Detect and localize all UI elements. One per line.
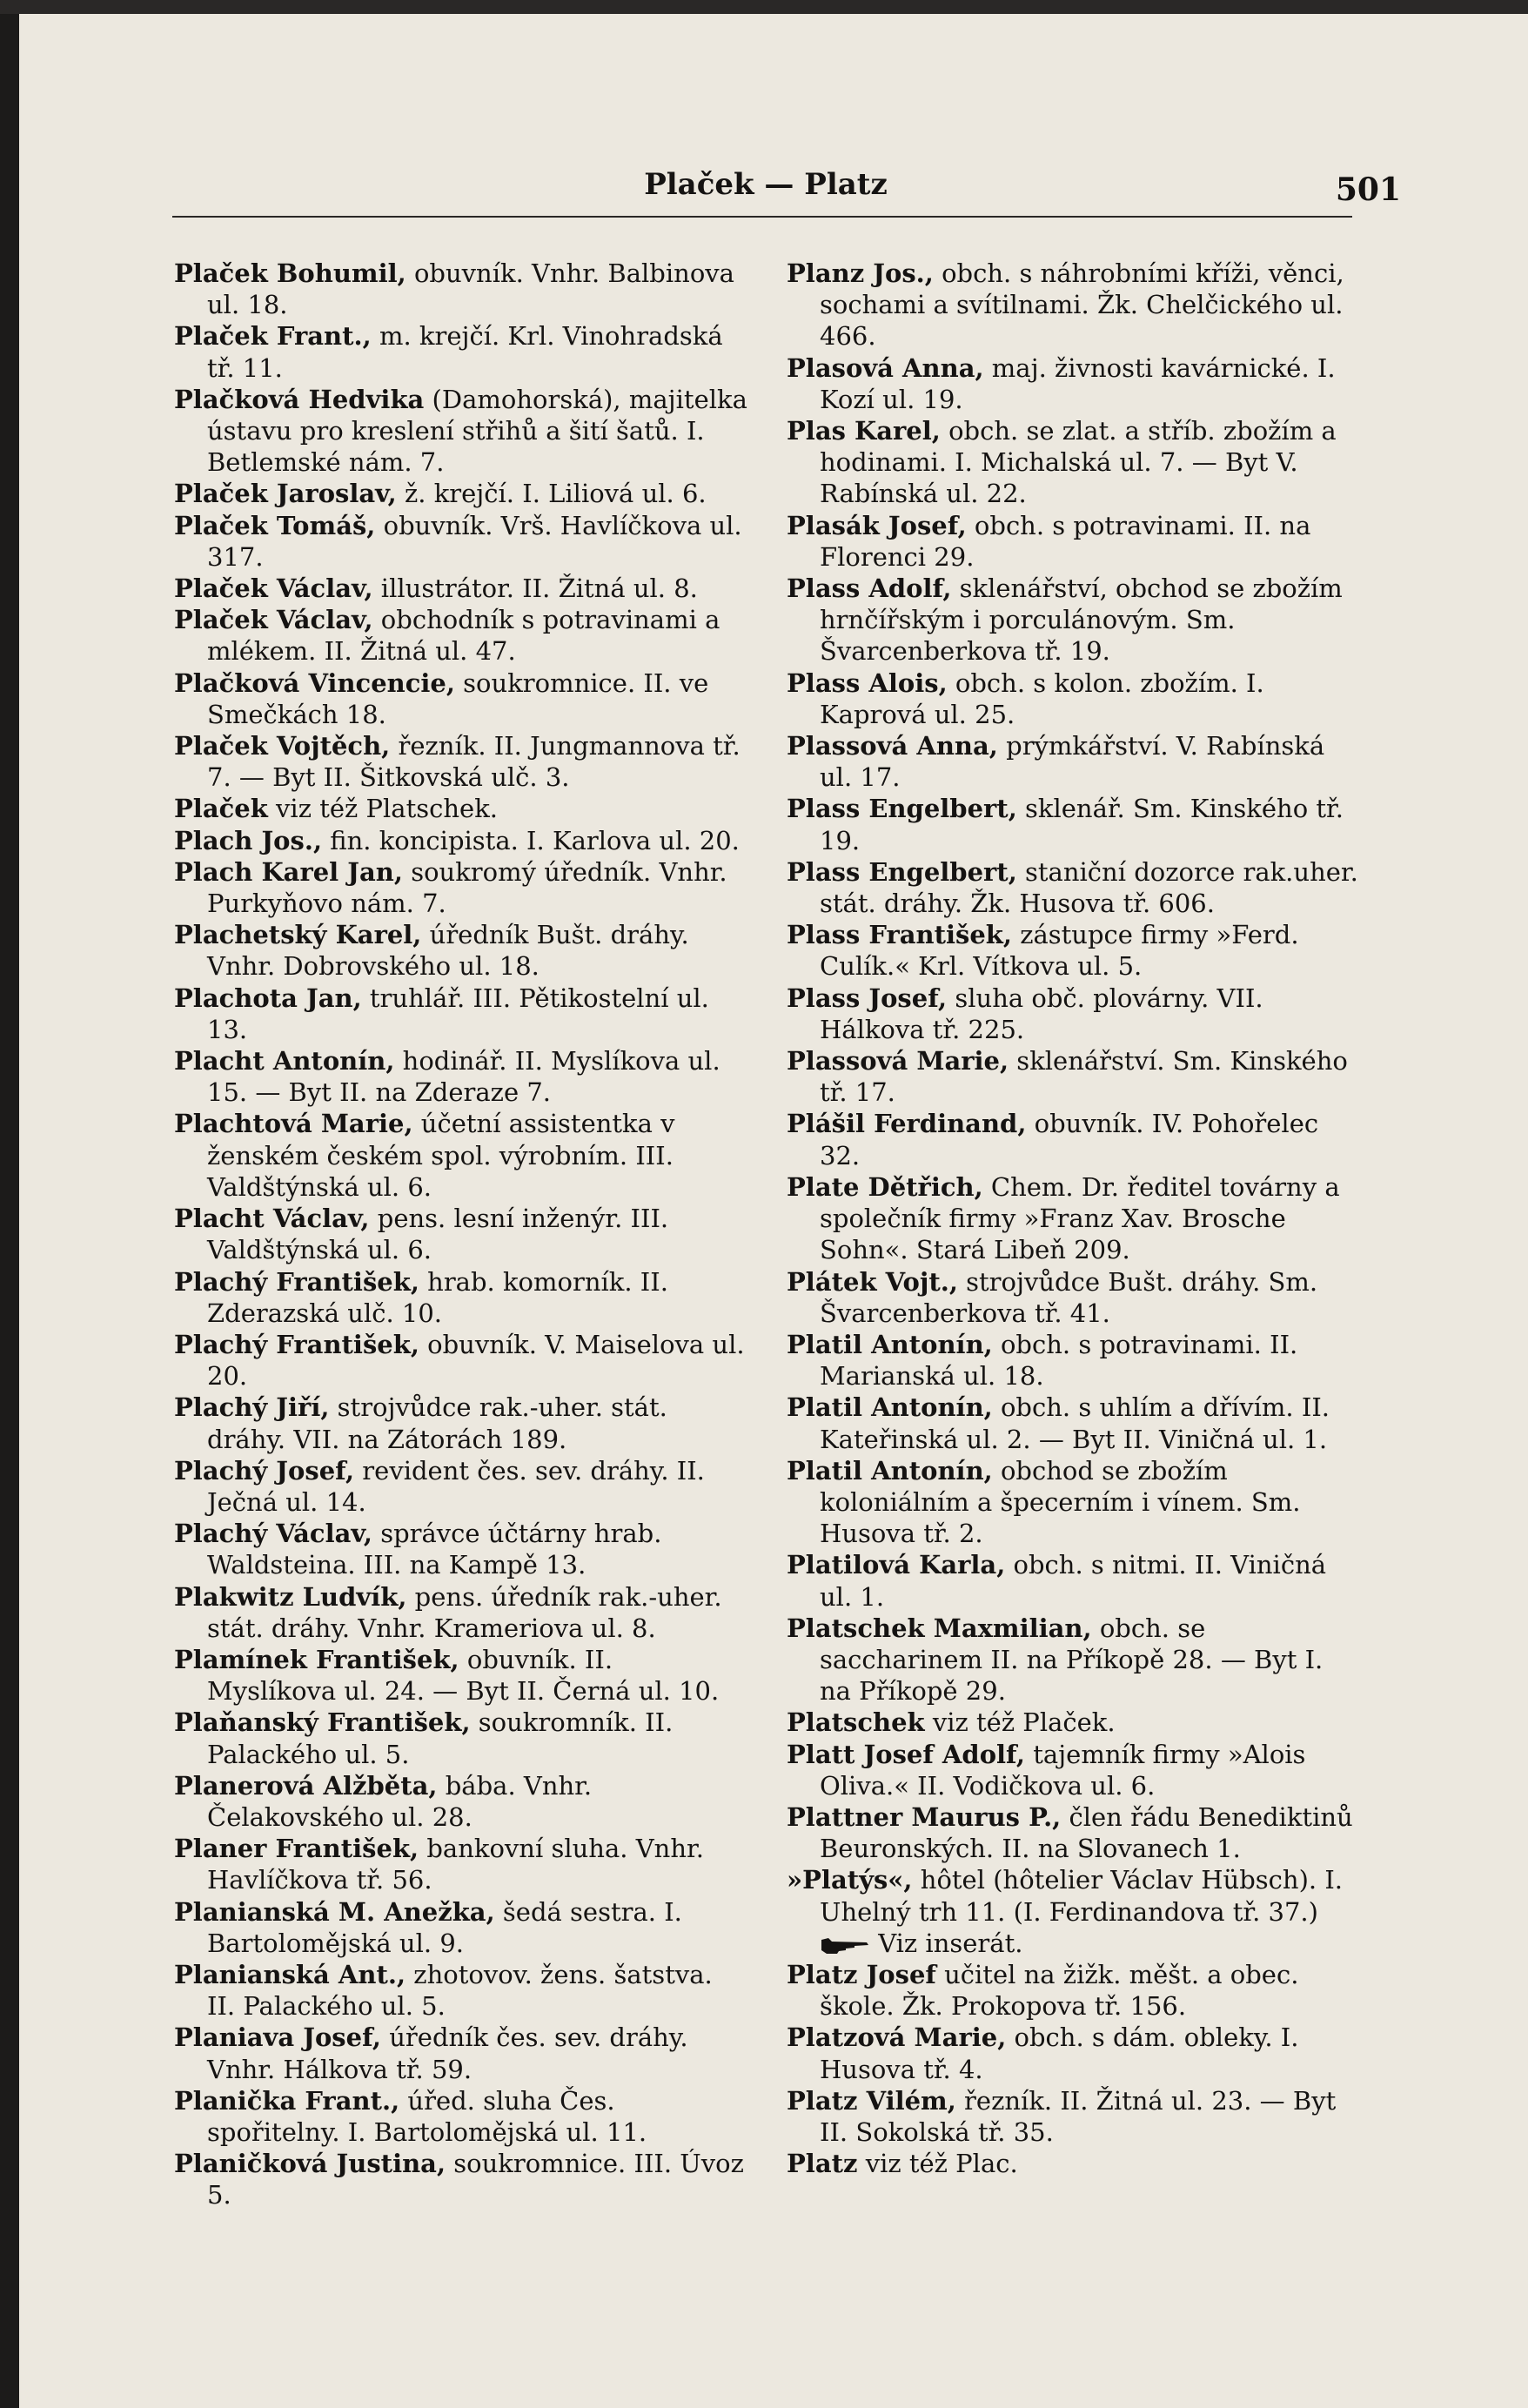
- entry-details: sklenář. Sm. Kinského tř. 19.: [820, 794, 1344, 855]
- directory-entry: [174, 1833, 748, 1895]
- entry-name: Platil Antonín,: [787, 1392, 993, 1423]
- entry-name: Planianská Ant.,: [174, 1959, 406, 1989]
- entry-name: Plakwitz Ludvík,: [174, 1581, 407, 1612]
- directory-entry: [174, 1455, 748, 1518]
- entry-name: Plachtová Marie,: [174, 1109, 413, 1139]
- entry-name: Plaček Tomáš,: [174, 510, 376, 540]
- entry-name: Plass Engelbert,: [787, 794, 1017, 824]
- entry-name: Platschek Maxmilian,: [787, 1613, 1092, 1643]
- directory-entry: [174, 856, 748, 919]
- entry-name: Planz Jos.,: [787, 258, 934, 288]
- entry-name: Platschek: [787, 1707, 925, 1738]
- entry-name: Plachý Václav,: [174, 1519, 372, 1549]
- entry-details: účetní assistentka v ženském českém spol. výrobním. III. Valdštýnská ul. 6.: [207, 1109, 675, 1202]
- entry-details: úředník Bušt. dráhy. Vnhr. Dobrovského ul. 18.: [207, 920, 689, 982]
- scan-left-edge: [0, 0, 19, 2408]
- entry-name: Plasák Josef,: [787, 510, 967, 540]
- entry-details: šedá sestra. I. Bartolomějská ul. 9.: [207, 1896, 682, 1958]
- entry-name: Platt Josef Adolf,: [787, 1739, 1025, 1769]
- directory-entry: [787, 1549, 1361, 1612]
- running-header: Plaček — Platz: [644, 167, 888, 202]
- directory-entry: [787, 730, 1361, 793]
- directory-entry: [174, 1329, 748, 1392]
- entry-name: Plačková Hedvika: [174, 384, 425, 414]
- entry-details: obuvník. V. Maiselova ul. 20.: [207, 1329, 745, 1392]
- entry-details: obchod se zbožím koloniálním a špecerním i vínem. Sm. Husova tř. 2.: [820, 1455, 1301, 1549]
- directory-entry: [174, 1896, 748, 1959]
- entry-name: Plass Alois,: [787, 667, 948, 698]
- directory-entry: [174, 983, 748, 1045]
- entry-name: Platz: [787, 2149, 858, 2179]
- entry-name: Planičková Justina,: [174, 2149, 446, 2179]
- directory-entry: [174, 384, 748, 479]
- entry-name: Plassová Anna,: [787, 731, 998, 761]
- directory-entry: [174, 604, 748, 667]
- entry-name: Plass Josef,: [787, 983, 948, 1013]
- entry-name: Platilová Karla,: [787, 1550, 1006, 1580]
- entry-details: obch. s potravinami. II. na Florenci 29.: [820, 510, 1311, 572]
- entry-details: obch. s nitmi. II. Viničná ul. 1.: [820, 1550, 1327, 1612]
- directory-entry: [174, 919, 748, 982]
- directory-entry: [174, 573, 748, 604]
- directory-entry: [787, 667, 1361, 730]
- entry-name: Plaček Vojtěch,: [174, 731, 391, 761]
- entry-name: Planerová Alžběta,: [174, 1770, 438, 1801]
- entry-details: obch. s náhrobními kříži, věnci, sochami a svítilnami. Žk. Chelčického ul. 466.: [820, 258, 1344, 352]
- directory-entry: [787, 510, 1361, 573]
- entry-name: Plaček Jaroslav,: [174, 479, 397, 509]
- entry-name: Plačková Vincencie,: [174, 667, 455, 698]
- directory-entry: [787, 2022, 1361, 2084]
- directory-entry: [787, 1171, 1361, 1266]
- header-rule: [172, 216, 1352, 218]
- entry-details: soukromnice. II. ve Smečkách 18.: [207, 667, 709, 729]
- directory-entry: [174, 2022, 748, 2084]
- directory-entry: [174, 1203, 748, 1265]
- directory-entry: [787, 983, 1361, 1045]
- entry-details: obuvník. II. Myslíkova ul. 24. — Byt II. Černá ul. 10.: [207, 1644, 720, 1707]
- directory-entry: [174, 667, 748, 730]
- entry-details: zhotovov. žens. šatstva. II. Palackého ul. 5.: [207, 1959, 713, 2022]
- entry-details: obuvník. Vnhr. Balbinova ul. 18.: [207, 258, 734, 320]
- entry-name: Plassová Marie,: [787, 1046, 1009, 1077]
- directory-entry: [174, 730, 748, 793]
- entry-details: řezník. II. Jungmannova tř. 7. — Byt II. Šitkovská ulč. 3.: [207, 731, 741, 793]
- entry-details: obch. s potravinami. II. Marianská ul. 18.: [820, 1329, 1298, 1392]
- entry-details: sklenářství. Sm. Kinského tř. 17.: [820, 1046, 1348, 1108]
- entry-details: obuvník. IV. Pohořelec 32.: [820, 1109, 1319, 1170]
- entry-name: Plášil Ferdinand,: [787, 1109, 1027, 1139]
- entry-name: Plaček: [174, 794, 268, 824]
- directory-entry: [787, 1392, 1361, 1454]
- entry-name: Plaček Václav,: [174, 573, 373, 604]
- entry-name: Plachý František,: [174, 1266, 419, 1297]
- entry-details: obch. s uhlím a dřívím. II. Kateřinská ul. 2. — Byt II. Viničná ul. 1.: [820, 1392, 1330, 1454]
- entry-details: soukromý úředník. Vnhr. Purkyňovo nám. 7.: [207, 856, 727, 919]
- entry-name: Plass Adolf,: [787, 573, 952, 604]
- entry-note: Viz inserát.: [870, 1928, 1023, 1958]
- entry-name: Placht Antonín,: [174, 1046, 395, 1077]
- directory-entry: [174, 320, 748, 383]
- entry-name: Plátek Vojt.,: [787, 1266, 958, 1297]
- directory-entry: [174, 1518, 748, 1580]
- entry-details: soukromnice. III. Úvoz 5.: [207, 2149, 744, 2210]
- directory-entry: [787, 793, 1361, 855]
- entry-details: obuvník. Vrš. Havlíčkova ul. 317.: [207, 510, 742, 572]
- entry-details: tajemník firmy »Alois Oliva.« II. Vodičkova ul. 6.: [820, 1739, 1306, 1801]
- directory-entry: [174, 2085, 748, 2148]
- entry-details: prýmkářství. V. Rabínská ul. 17.: [820, 731, 1325, 793]
- entry-name: Plach Jos.,: [174, 825, 323, 855]
- entry-details: správce účtárny hrab. Waldsteina. III. na Kampě 13.: [207, 1519, 662, 1580]
- entry-details: hrab. komorník. II. Zderazská ulč. 10.: [207, 1266, 668, 1328]
- entry-details: sluha obč. plovárny. VII. Hálkova tř. 225.: [820, 983, 1263, 1044]
- entry-details: m. krejčí. Krl. Vinohradská tř. 11.: [207, 321, 723, 383]
- directory-entry: [174, 1770, 748, 1833]
- entry-details: illustrátor. II. Žitná ul. 8.: [372, 573, 698, 604]
- entry-name: Plachetský Karel,: [174, 920, 422, 950]
- directory-entry: [787, 1739, 1361, 1801]
- entry-details: soukromník. II. Palackého ul. 5.: [207, 1707, 674, 1769]
- entry-name: Plach Karel Jan,: [174, 856, 403, 887]
- entry-details: zástupce firmy »Ferd. Culík.« Krl. Vítkova ul. 5.: [820, 920, 1299, 982]
- directory-entry: [174, 793, 748, 824]
- entry-name: Plaček Bohumil,: [174, 258, 406, 288]
- directory-entry: [787, 1959, 1361, 2022]
- directory-entry: [787, 415, 1361, 510]
- entry-name: Plass Engelbert,: [787, 856, 1017, 887]
- entry-name: Platil Antonín,: [787, 1455, 993, 1486]
- directory-entry: [174, 825, 748, 856]
- directory-entry: [787, 1864, 1361, 1959]
- entry-details: viz též Plac.: [857, 2149, 1018, 2179]
- entry-details: obchodník s potravinami a mlékem. II. Žitná ul. 47.: [207, 605, 720, 667]
- entry-name: Plachý Josef,: [174, 1455, 355, 1486]
- entry-name: Plas Karel,: [787, 416, 941, 446]
- entry-name: Planička Frant.,: [174, 2085, 400, 2116]
- entry-name: Plachý František,: [174, 1329, 419, 1359]
- entry-details: strojvůdce Bušt. dráhy. Sm. Švarcenberkova tř. 41.: [820, 1266, 1318, 1328]
- entry-details: truhlář. III. Pětikostelní ul. 13.: [207, 983, 709, 1044]
- entry-details: fin. koncipista. I. Karlova ul. 20.: [322, 825, 740, 855]
- directory-entry: [174, 1959, 748, 2022]
- directory-entry: [787, 2085, 1361, 2148]
- scan-top-edge: [0, 0, 1528, 14]
- entry-name: Plattner Maurus P.,: [787, 1801, 1062, 1832]
- right-column: [787, 258, 1361, 2355]
- entry-details: pens. lesní inženýr. III. Valdštýnská ul. 6.: [207, 1204, 669, 1265]
- entry-details: učitel na žižk. měšt. a obec. škole. Žk. Prokopova tř. 156.: [820, 1959, 1299, 2022]
- directory-entry: [787, 919, 1361, 982]
- page-number: 501: [1335, 171, 1401, 208]
- directory-entry: [787, 1707, 1361, 1738]
- entry-details: (Damohorská), majitelka ústavu pro kreslení střihů a šití šatů. I. Betlemské nám. 7.: [207, 384, 747, 478]
- entry-name: Plass František,: [787, 920, 1012, 950]
- directory-entry: [787, 1455, 1361, 1550]
- entry-details: revident čes. sev. dráhy. II. Ječná ul. 14.: [207, 1455, 705, 1517]
- entry-details: člen řádu Benediktinů Beuronských. II. na Slovanech 1.: [820, 1801, 1353, 1864]
- entry-details: bába. Vnhr. Čelakovského ul. 28.: [207, 1770, 593, 1832]
- entry-name: Plaček Václav,: [174, 605, 373, 635]
- entry-details: staniční dozorce rak.uher. stát. dráhy. Žk. Husova tř. 606.: [820, 856, 1358, 919]
- entry-details: úřed. sluha Čes. spořitelny. I. Bartolomějská ul. 11.: [207, 2085, 647, 2147]
- directory-entry: [787, 1613, 1361, 1707]
- entry-details: strojvůdce rak.-uher. stát. dráhy. VII. na Zátorách 189.: [207, 1392, 667, 1454]
- directory-entry: [174, 1108, 748, 1203]
- directory-entry: [787, 1801, 1361, 1864]
- entry-name: Plachý Jiří,: [174, 1392, 330, 1423]
- directory-entry: [174, 1707, 748, 1769]
- entry-name: Plaňanský František,: [174, 1707, 471, 1738]
- directory-entry: [787, 1266, 1361, 1329]
- entry-details: obch. se zlat. a stříb. zbožím a hodinami. I. Michalská ul. 7. — Byt V. Rabínská ul. 22.: [820, 416, 1337, 509]
- entry-details: pens. úředník rak.-uher. stát. dráhy. Vnhr. Krameriova ul. 8.: [207, 1581, 722, 1643]
- entry-name: Plate Dětřich,: [787, 1171, 983, 1202]
- entry-name: Plasová Anna,: [787, 352, 984, 383]
- entry-name: Platzová Marie,: [787, 2022, 1007, 2053]
- entry-details: hodinář. II. Myslíkova ul. 15. — Byt II. na Zderaze 7.: [207, 1046, 720, 1108]
- directory-entry: [787, 258, 1361, 352]
- entry-details: obch. se saccharinem II. na Příkopě 28. — Byt I. na Příkopě 29.: [820, 1613, 1324, 1707]
- entry-name: Plaček Frant.,: [174, 321, 372, 352]
- directory-entry: [174, 1392, 748, 1454]
- entry-details: řezník. II. Žitná ul. 23. — Byt II. Sokolská tř. 35.: [820, 2085, 1337, 2147]
- entry-details: bankovní sluha. Vnhr. Havlíčkova tř. 56.: [207, 1834, 704, 1895]
- entry-name: Plachota Jan,: [174, 983, 362, 1013]
- directory-entry: [174, 258, 748, 320]
- entry-name: Platz Vilém,: [787, 2085, 956, 2116]
- directory-entry: [174, 1045, 748, 1108]
- entry-details: maj. živnosti kavárnické. I. Kozí ul. 19.: [820, 352, 1336, 414]
- entry-details: úředník čes. sev. dráhy. Vnhr. Hálkova tř. 59.: [207, 2022, 688, 2084]
- directory-entry: [174, 1266, 748, 1329]
- entry-details: hôtel (hôtelier Václav Hübsch). I. Uhelný trh 11. (I. Ferdinandova tř. 37.): [820, 1865, 1344, 1927]
- entry-name: Planiava Josef,: [174, 2022, 382, 2053]
- entry-details: obch. s kolon. zbožím. I. Kaprová ul. 25.: [820, 667, 1264, 729]
- entry-details: sklenářství, obchod se zbožím hrnčířským i porculánovým. Sm. Švarcenberkova tř. 19.: [820, 573, 1343, 667]
- directory-entry: [787, 856, 1361, 919]
- pointing-hand-icon: [820, 1935, 870, 1955]
- directory-entry: [174, 1644, 748, 1707]
- directory-entry: [174, 478, 748, 509]
- directory-entry: [787, 2148, 1361, 2179]
- directory-entry: [174, 1581, 748, 1644]
- entry-details: obch. s dám. obleky. I. Husova tř. 4.: [820, 2022, 1299, 2084]
- directory-entry: [787, 1108, 1361, 1170]
- directory-entry: [174, 510, 748, 573]
- entry-name: Plamínek František,: [174, 1644, 459, 1674]
- directory-entry: [787, 573, 1361, 667]
- entry-name: Planianská M. Anežka,: [174, 1896, 495, 1927]
- entry-name: »Platýs«,: [787, 1865, 913, 1895]
- entry-name: Placht Václav,: [174, 1204, 370, 1234]
- directory-entry: [787, 1045, 1361, 1108]
- directory-entry: [174, 2148, 748, 2210]
- left-column: [174, 258, 748, 2355]
- entry-details: Chem. Dr. ředitel továrny a společník firmy »Franz Xav. Brosche Sohn«. Stará Libeň 209.: [820, 1171, 1340, 1265]
- directory-entry: [787, 1329, 1361, 1392]
- entry-name: Platil Antonín,: [787, 1329, 993, 1359]
- entry-name: Planer František,: [174, 1834, 419, 1864]
- entry-details: ž. krejčí. I. Liliová ul. 6.: [396, 479, 707, 509]
- entry-details: viz též Platschek.: [267, 794, 498, 824]
- directory-entry: [787, 352, 1361, 415]
- entry-details: viz též Plaček.: [924, 1707, 1116, 1738]
- entry-name: Platz Josef: [787, 1959, 936, 1989]
